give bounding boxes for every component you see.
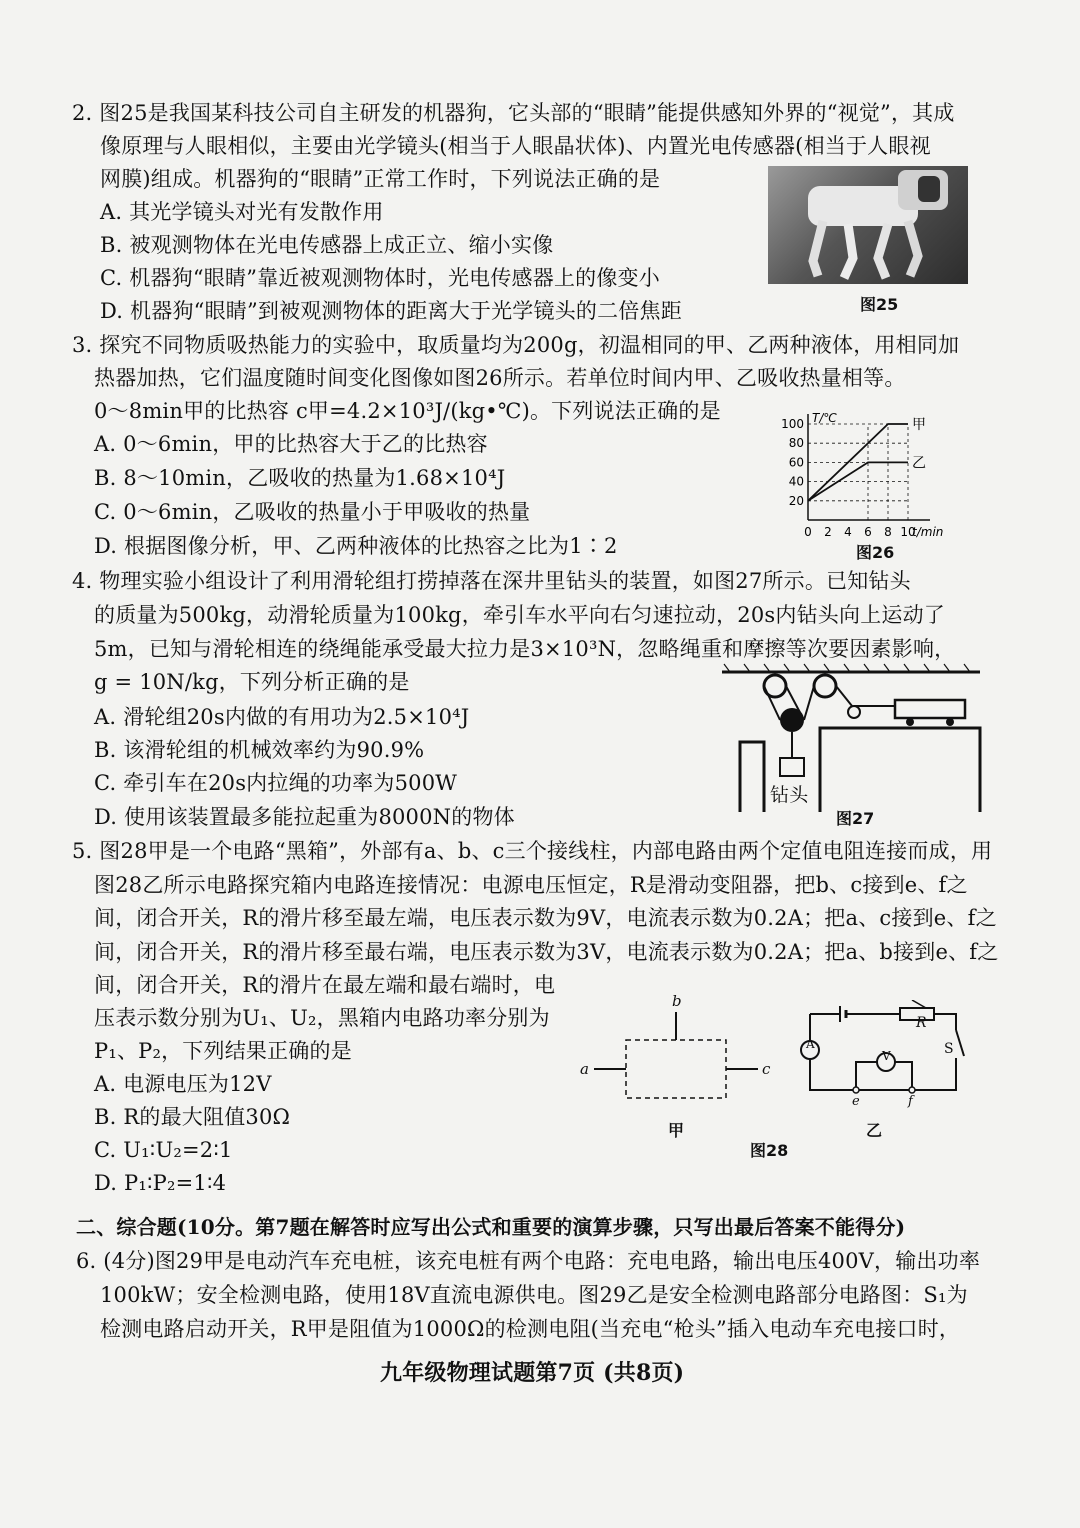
x-tick-label: 10 (900, 525, 916, 539)
figure-25-caption: 图25 (860, 295, 899, 314)
temperature-time-chart (780, 412, 970, 542)
q4-option-c: C. 牵引车在20s内拉绳的功率为500W (94, 771, 458, 795)
page-footer: 九年级物理试题第7页 (共8页) (380, 1360, 685, 1386)
q4-option-d: D. 使用该装置最多能拉起重为8000N的物体 (94, 805, 515, 829)
q6-line-2: 100kW；安全检测电路，使用18V直流电源供电。图29乙是安全检测电路部分电路图：S₁为 (100, 1283, 968, 1307)
q3-option-b: B. 8～10min，乙吸收的热量为1.68×10⁴J (94, 466, 506, 490)
q5-option-b: B. R的最大阻值30Ω (94, 1105, 291, 1129)
section-2-heading: 二、综合题(10分。第7题在解答时应写出公式和重要的演算步骤，只写出最后答案不能得分) (76, 1215, 906, 1239)
q5-option-d: D. P₁∶P₂=1∶4 (94, 1171, 227, 1195)
q5-option-c: C. U₁∶U₂=2∶1 (94, 1138, 233, 1162)
q4-line-3: 5m，已知与滑轮相连的绕绳能承受最大拉力是3×10³N，忽略绳重和摩擦等次要因素影响， (94, 637, 956, 661)
x-tick-label: 0 (804, 525, 812, 539)
y-tick-label: 100 (781, 417, 804, 431)
terminal-f-label: f (908, 1094, 914, 1109)
q3-option-c: C. 0～6min，乙吸收的热量小于甲吸收的热量 (94, 500, 531, 524)
q4-line-1: 4. 物理实验小组设计了利用滑轮组打捞掉落在深井里钻头的装置，如图27所示。已知钻头 (72, 569, 911, 593)
figure-26-caption: 图26 (856, 543, 895, 562)
q5-line-1: 5. 图28甲是一个电路“黑箱”，外部有a、b、c三个接线柱，内部电路由两个定值电阻连接而成，用 (72, 839, 993, 863)
y-axis-label: T/℃ (812, 412, 837, 425)
terminal-b-label: b (672, 992, 682, 1010)
q5-line-5: 间，闭合开关，R的滑片在最左端和最右端时，电 (94, 973, 556, 997)
x-tick-label: 2 (824, 525, 832, 539)
black-box-diagram (590, 1000, 780, 1110)
rheostat-label: R (916, 1015, 927, 1031)
q2-line-1: 2. 图25是我国某科技公司自主研发的机器狗，它头部的“眼睛”能提供感知外界的“视觉”，其成 (72, 101, 955, 125)
x-tick-label: 8 (884, 525, 892, 539)
series-label: 甲 (912, 417, 926, 433)
y-tick-label: 60 (788, 455, 804, 470)
q6-line-3: 检测电路启动开关，R甲是阻值为1000Ω的检测电阻(当充电“枪头”插入电动车充电接口时， (100, 1317, 961, 1341)
q2-option-d: D. 机器狗“眼睛”到被观测物体的距离大于光学镜头的二倍焦距 (100, 299, 682, 323)
q5-line-4: 间，闭合开关，R的滑片移至最右端，电压表示数为3V，电流表示数为0.2A；把a、b接到e、f之 (94, 940, 999, 964)
series-label: 乙 (912, 455, 926, 472)
x-tick-label: 6 (864, 525, 872, 539)
q4-line-2: 的质量为500kg，动滑轮质量为100kg，牵引车水平向右匀速拉动，20s内钻头向上运动了 (94, 603, 945, 627)
q2-option-a: A. 其光学镜头对光有发散作用 (100, 200, 384, 224)
x-axis-label: t/min (912, 525, 944, 539)
q5-line-3: 间，闭合开关，R的滑片移至最左端，电压表示数为9V，电流表示数为0.2A；把a、c接到e、f之 (94, 906, 997, 930)
q3-option-d: D. 根据图像分析，甲、乙两种液体的比热容之比为1∶2 (94, 534, 618, 558)
terminal-e-label: e (852, 1094, 860, 1109)
x-tick-label: 4 (844, 525, 852, 539)
switch-label: S (944, 1041, 954, 1057)
q4-option-a: A. 滑轮组20s内做的有用功为2.5×10⁴J (94, 705, 470, 729)
q3-line-3: 0～8min甲的比热容 c甲=4.2×10³J/(kg•℃)。下列说法正确的是 (94, 399, 721, 423)
label-jia: 甲 (668, 1121, 685, 1140)
q5-line-7: P₁、P₂，下列结果正确的是 (94, 1039, 352, 1063)
label-yi: 乙 (866, 1121, 883, 1140)
q2-option-c: C. 机器狗“眼睛”靠近被观测物体时，光电传感器上的像变小 (100, 266, 660, 290)
q4-line-4: g = 10N/kg，下列分析正确的是 (94, 670, 410, 694)
pulley-apparatus-diagram (720, 662, 982, 812)
q3-line-1: 3. 探究不同物质吸热能力的实验中，取质量均为200g，初温相同的甲、乙两种液体，用相同加 (72, 333, 960, 357)
q2-line-2: 像原理与人眼相似，主要由光学镜头(相当于人眼晶状体)、内置光电传感器(相当于人眼视 (100, 134, 931, 158)
voltmeter-label: V (882, 1049, 891, 1063)
y-tick-label: 20 (788, 493, 804, 508)
y-tick-label: 80 (788, 436, 804, 451)
q4-option-b: B. 该滑轮组的机械效率约为90.9% (94, 738, 425, 762)
y-tick-label: 40 (788, 474, 804, 489)
q3-option-a: A. 0～6min，甲的比热容大于乙的比热容 (94, 432, 488, 456)
terminal-a-label: a (580, 1060, 590, 1078)
q6-line-1: 6. (4分)图29甲是电动汽车充电桩，该充电桩有两个电路：充电电路，输出电压400V，输出功率 (76, 1249, 981, 1273)
robot-dog-icon (768, 166, 968, 284)
ammeter-label: A (806, 1037, 815, 1051)
q5-line-2: 图28乙所示电路探究箱内电路连接情况：电源电压恒定，R是滑动变阻器，把b、c接到e、f之 (94, 873, 968, 897)
robot-dog-photo (768, 166, 968, 284)
drill-bit-label: 钻头 (770, 784, 809, 806)
q2-line-3: 网膜)组成。机器狗的“眼睛”正常工作时，下列说法正确的是 (100, 167, 661, 191)
q5-line-6: 压表示数分别为U₁、U₂，黑箱内电路功率分别为 (94, 1006, 550, 1030)
q5-option-a: A. 电源电压为12V (94, 1072, 272, 1096)
q3-line-2: 热器加热，它们温度随时间变化图像如图26所示。若单位时间内甲、乙吸收热量相等。 (94, 366, 906, 390)
q2-option-b: B. 被观测物体在光电传感器上成正立、缩小实像 (100, 233, 554, 257)
figure-28-caption: 图28 (750, 1141, 789, 1160)
figure-27-caption: 图27 (836, 809, 875, 828)
terminal-c-label: c (762, 1060, 771, 1078)
